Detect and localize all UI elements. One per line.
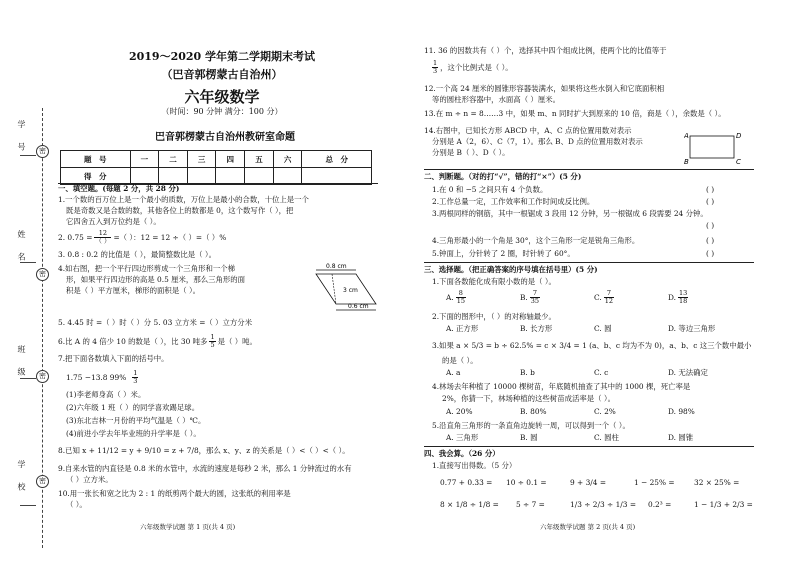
vertex-label: B xyxy=(684,158,689,166)
fraction xyxy=(94,230,111,245)
denominator: 35 xyxy=(530,297,540,305)
region-title: （巴音郭楞蒙古自治州） xyxy=(161,68,283,81)
fig-label-mid: 3 cm xyxy=(343,287,358,294)
calc-item: 1 − 25% = xyxy=(634,478,675,487)
question-7-numbers xyxy=(66,370,138,385)
score-input[interactable] xyxy=(216,168,245,185)
denominator: 5 xyxy=(210,341,215,349)
question-text: 14.右图中，已知长方形 ABCD 中，A、C 点的位置用数对表示 xyxy=(424,126,632,135)
question-text: 5. 4.45 时 =（ ）时（ ）分 5. 03 立方米 =（ ）立方分米 xyxy=(58,318,253,327)
question-text: 1.75 −13.8 99% xyxy=(66,372,127,382)
divider xyxy=(424,262,754,263)
calc-item: 1/3 ÷ 2/3 ÷ 1/3 = xyxy=(570,500,637,509)
table-cell: 一 xyxy=(130,151,159,168)
school-field[interactable] xyxy=(20,505,36,506)
score-table xyxy=(60,150,372,185)
option-d[interactable]: D. 98% xyxy=(668,407,695,416)
fraction xyxy=(604,290,614,305)
question-text: 12.一个高 24 厘米的圆锥形容器装满水，如果将这些水倒入和它底面积相 xyxy=(424,84,665,93)
option-a[interactable] xyxy=(446,290,466,305)
option-d[interactable]: D. 等边三角形 xyxy=(668,324,716,333)
option-d[interactable] xyxy=(668,290,688,305)
fraction xyxy=(132,370,138,385)
fig-label-bot: 0.6 cm xyxy=(348,303,369,310)
question-text: 1.下面各数能化成有限小数的是（ ）。 xyxy=(432,277,556,286)
fig-label-top: 0.8 cm xyxy=(326,263,347,270)
section-title: 四、我会算。（26 分） xyxy=(424,449,500,458)
vertex-label: D xyxy=(736,132,742,140)
section-title: 二、判断题。（对的打“√”，错的打“×”）(5 分) xyxy=(424,172,582,181)
seal-mark: 密 xyxy=(36,145,49,158)
student-id-field[interactable] xyxy=(20,155,36,156)
calc-item: 5 ÷ 7 = xyxy=(516,500,545,509)
numerator: 13 xyxy=(679,289,688,297)
page-footer: 六年级数学试题 第 1 页(共 4 页) xyxy=(140,523,236,531)
seal-mark: 密 xyxy=(36,370,49,383)
question-text: 11. 36 的因数共有（ ）个，选择其中四个组成比例，使两个比的比值等于 xyxy=(424,46,667,55)
question-text: 3.如果 a × 5/3 = b ÷ 62.5% = c × 3/4 = 1 (a、b、c 均为不为 0)，a、b、c 这三个数中最小 xyxy=(432,341,752,350)
answer-blank[interactable]: ( ) xyxy=(706,197,715,206)
fraction xyxy=(432,60,438,75)
page-footer: 六年级数学试题 第 2 页(共 4 页) xyxy=(540,523,636,531)
section-title: 一、填空题。(每题 2 分，共 28 分) xyxy=(58,184,180,193)
question-text: （ ）立方米。 xyxy=(66,475,113,484)
denominator: 15 xyxy=(456,297,465,305)
seal-mark: 密 xyxy=(36,475,49,488)
answer-blank[interactable]: ( ) xyxy=(706,185,715,194)
question-text: 它四舍五入到万位约是（ ）。 xyxy=(66,217,161,226)
answer-blank[interactable]: ( ) xyxy=(706,249,715,258)
score-input[interactable] xyxy=(130,168,159,185)
table-cell: 三 xyxy=(187,151,216,168)
question-text: 3. 0.8 : 0.2 的比值是（ ），最简整数比是（ ）。 xyxy=(58,250,216,259)
denominator: 18 xyxy=(679,297,688,305)
question-text: （ ）。 xyxy=(66,500,87,509)
question-text: 1.一个数的百万位上是一个最小的质数，万位上是最小的合数，十位上是一个 xyxy=(58,195,309,204)
option-c[interactable] xyxy=(594,290,614,305)
question-text: (1)李老师身高（ ）米。 xyxy=(66,390,146,399)
fraction xyxy=(678,290,688,305)
table-cell: 五 xyxy=(245,151,274,168)
question-text: 6.比 A 的 4 倍少 10 的数是（ ），比 30 吨多 xyxy=(58,336,208,346)
denominator: （ ） xyxy=(95,237,111,245)
option-b[interactable]: B. b xyxy=(520,368,535,377)
calc-item: 0.77 + 0.33 = xyxy=(440,478,493,487)
fraction xyxy=(456,290,466,305)
option-label: C. xyxy=(594,292,602,302)
question-11b xyxy=(432,60,513,75)
question-text: 是（ ）吨。 xyxy=(217,336,257,346)
question-text: 既是奇数又是合数的数，其他各位上的数都是 0，这个数写作（ ），把 xyxy=(66,206,294,215)
rectangle-abcd-figure xyxy=(684,130,742,166)
question-text: 1.直接写出得数。（5 分） xyxy=(432,461,517,470)
question-text: 10.用一张长和宽之比为 2 : 1 的纸剪两个最大的圆，这张纸的利用率是 xyxy=(58,489,291,498)
question-text: 3.两根同样的钢筋，其中一根锯成 3 段用 12 分钟，另一根锯成 6 段需要 24 分钟。 xyxy=(432,209,708,218)
score-input[interactable] xyxy=(187,168,216,185)
exam-title: 2019～2020 学年第二学期期末考试 xyxy=(128,50,316,63)
question-text: 等的圆柱形容器中，水面高（ ）厘米。 xyxy=(432,95,560,104)
numerator: 8 xyxy=(456,290,466,298)
question-text: 1.在 0 和 −5 之间只有 4 个负数。 xyxy=(432,185,548,194)
fraction xyxy=(530,290,540,305)
calc-item: 32 × 25% = xyxy=(694,478,740,487)
question-text: ，这个比例式是（ ）。 xyxy=(440,62,513,72)
question-text: 2.工作总量一定，工作效率和工作时间成反比例。 xyxy=(432,197,595,206)
option-a[interactable]: A. 正方形 xyxy=(446,324,479,333)
option-a[interactable]: A. 20% xyxy=(446,407,473,416)
calc-item: 0.2³ = xyxy=(648,500,672,509)
question-text: 5.沿直角三角形的一条直角边旋转一周，可以得到一个（ ）。 xyxy=(432,421,630,430)
divider xyxy=(58,183,378,184)
name-field[interactable] xyxy=(20,262,36,263)
table-cell: 六 xyxy=(273,151,302,168)
question-text: 5.钟面上，分针转了 2 圈，时针转了 60°。 xyxy=(432,249,575,258)
question-text: 4.林场去年种植了 10000 棵树苗，年底随机抽查了其中的 1000 棵，死亡率是 xyxy=(432,382,691,391)
option-label: B. xyxy=(520,292,528,302)
question-text: 分别是 B（ ）、D（ ）。 xyxy=(432,148,510,157)
numerator: 1 xyxy=(133,369,138,377)
calc-item: 8 × 1/8 ÷ 1/8 = xyxy=(440,500,499,509)
student-id-label: 学 号 xyxy=(17,120,26,157)
option-b[interactable] xyxy=(520,290,540,305)
question-text: 分别是 A（2，6）、C（7，1）。那么 B、D 点的位置用数对表示 xyxy=(432,137,643,146)
denominator: 3 xyxy=(133,377,138,385)
option-b[interactable]: B. 80% xyxy=(520,407,547,416)
vertex-label: C xyxy=(736,158,741,166)
question-6 xyxy=(58,334,257,349)
calc-item: 9 + 3/4 = xyxy=(570,478,607,487)
question-text: 2. 0.75 = xyxy=(58,232,93,242)
calc-item: 10 ÷ 0.1 = xyxy=(506,478,547,487)
name-label: 姓 名 xyxy=(17,230,26,267)
subject-title: 六年级数学 xyxy=(184,88,260,106)
section-title: 三、选择题。（把正确答案的序号填在括号里）(5 分) xyxy=(424,265,598,274)
table-cell: 题 号 xyxy=(61,151,131,168)
question-text: 7.把下面各数填入下面的括号中。 xyxy=(58,354,169,363)
question-text: 的是（ ）。 xyxy=(442,356,478,365)
score-input[interactable] xyxy=(245,168,274,185)
question-text: =（ ）：12 = 12 ÷（ ）=（ ）% xyxy=(113,232,227,242)
table-row xyxy=(61,168,372,185)
denominator: 3 xyxy=(433,67,438,75)
seal-mark: 密 xyxy=(36,268,49,281)
question-2 xyxy=(58,230,226,245)
numerator: 7 xyxy=(530,290,540,298)
option-d[interactable]: D. 无法确定 xyxy=(668,368,708,377)
table-cell: 总 分 xyxy=(302,151,372,168)
question-text: (4)前进小学去年毕业班的升学率是（ ）。 xyxy=(66,429,201,438)
denominator: 12 xyxy=(604,297,614,305)
answer-blank[interactable]: ( ) xyxy=(706,236,715,245)
question-text: 2.下面的图形中，（ ）的对称轴最少。 xyxy=(432,312,556,321)
numerator: 7 xyxy=(604,290,614,298)
numerator: 12 xyxy=(94,230,111,238)
question-text: 积是（ ）平方厘米，梯形的面积是（ ）。 xyxy=(66,286,201,295)
option-c[interactable]: C. 2% xyxy=(594,407,616,416)
divider xyxy=(424,446,754,447)
divider xyxy=(424,169,754,170)
question-text: 形，如果平行四边形的高是 0.5 厘米，那么三角形的面 xyxy=(66,275,246,284)
answer-blank[interactable]: ( ) xyxy=(706,221,715,230)
parallelogram-figure xyxy=(296,262,380,314)
numerator: 1 xyxy=(433,59,438,67)
question-text: (3)东北吉林一月份的平均气温是（ ）℃。 xyxy=(66,416,206,425)
question-text: 9.自来水管的内直径是 0.8 米的水管中，水流的速度是每秒 2 米，那么 1 分钟流过的水有 xyxy=(58,464,352,473)
school-label: 学 校 xyxy=(17,460,26,497)
option-b[interactable]: B. 长方形 xyxy=(520,324,553,333)
option-a[interactable]: A. 三角形 xyxy=(446,433,479,442)
option-c[interactable]: C. c xyxy=(594,368,609,377)
class-field[interactable] xyxy=(20,378,36,379)
question-text: 4.三角形最小的一个角是 30°，这个三角形一定是锐角三角形。 xyxy=(432,236,640,245)
option-d[interactable]: D. 圆锥 xyxy=(668,433,694,442)
fraction xyxy=(209,334,215,349)
vertex-label: A xyxy=(684,132,689,140)
numerator: 1 xyxy=(210,333,215,341)
question-text: 2%，你猜一下，林场种植的这些树苗成活率是（ ）。 xyxy=(442,394,615,403)
question-text: 13.在 m ÷ n = 8……3 中，如果 m、n 同时扩大到原来的 10 倍，商是（ ），余数是（ ）。 xyxy=(424,109,726,118)
issuer: 巴音郭楞蒙古自治州教研室命题 xyxy=(155,132,295,143)
option-c[interactable]: C. 圆 xyxy=(594,324,612,333)
score-input[interactable] xyxy=(273,168,302,185)
calc-item: 1 − 1/3 + 2/3 = xyxy=(694,500,753,509)
option-a[interactable]: A. a xyxy=(446,368,461,377)
option-b[interactable]: B. 圆 xyxy=(520,433,538,442)
class-label: 班 级 xyxy=(17,345,26,382)
score-input[interactable] xyxy=(302,168,372,185)
table-cell: 二 xyxy=(159,151,188,168)
score-input[interactable] xyxy=(159,168,188,185)
option-c[interactable]: C. 圆柱 xyxy=(594,433,619,442)
question-text: 4.如右图，把一个平行四边形剪成一个三角形和一个梯 xyxy=(58,264,236,273)
table-row xyxy=(61,151,372,168)
question-text: 8.已知 x + 11/12 = y + 9/10 = z + 7/8，那么 x、y、z 的关系是（ ）<（ ）<（ ）。 xyxy=(58,446,350,455)
option-label: A. xyxy=(446,292,454,302)
table-cell: 得 分 xyxy=(61,168,131,185)
question-text: (2)六年级 1 班（ ）的同学喜欢踢足球。 xyxy=(66,403,200,412)
option-label: D. xyxy=(668,292,677,302)
time-score: （时间：90 分钟 满分：100 分） xyxy=(161,107,283,116)
table-cell: 四 xyxy=(216,151,245,168)
